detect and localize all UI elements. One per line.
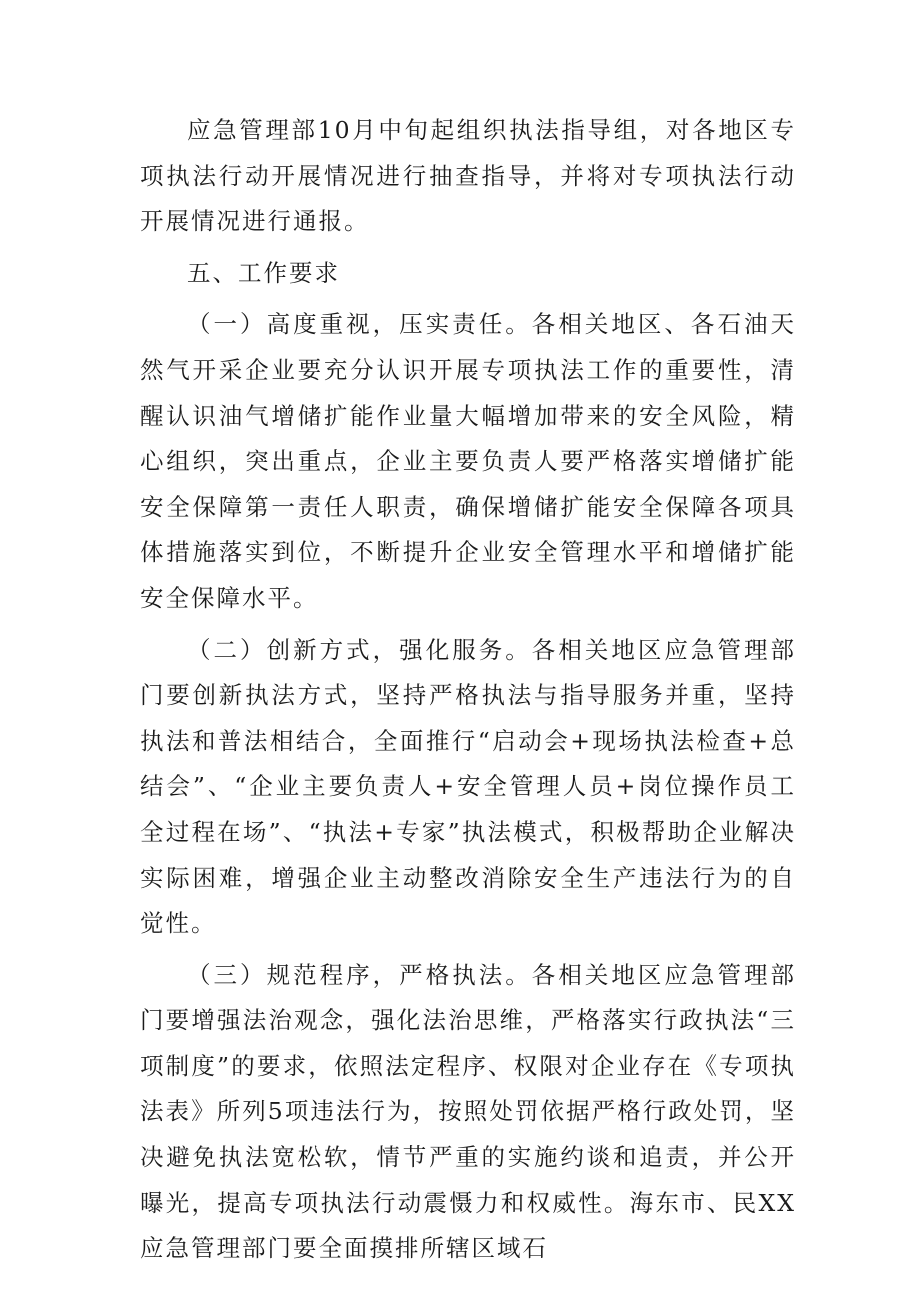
paragraph-requirement-3: （三）规范程序，严格执法。各相关地区应急管理部门要增强法治观念，强化法治思维，严格落实行政执法“三项制度”的要求，依照法定程序、权限对企业存在《专项执法表》所列5项违法行为，按照处罚依据严格行政处罚，坚决避免执法宽松软，情节严重的实施约谈和追责，并公开曝光，提高专项执法行动震慑力和权威性。海东市、民XX应急管理部门要全面摸排所辖区域石 (140, 960, 796, 1263)
paragraph-requirement-2: （二）创新方式，强化服务。各相关地区应急管理部门要创新执法方式，坚持严格执法与指导服务并重，坚持执法和普法相结合，全面推行“启动会+现场执法检查+总结会”、“企业主要负责人+安全管理人员+岗位操作员工全过程在场”、“执法+专家”执法模式，积极帮助企业解决实际困难，增强企业主动整改消除安全生产违法行为的自觉性。 (140, 635, 796, 938)
section-heading-work-requirements: 五、工作要求 (187, 258, 340, 287)
paragraph-requirement-1: （一）高度重视，压实责任。各相关地区、各石油天然气开采企业要充分认识开展专项执法工作的重要性，清醒认识油气增储扩能作业量大幅增加带来的安全风险，精心组织，突出重点，企业主要负责人要严格落实增储扩能安全保障第一责任人职责，确保增储扩能安全保障各项具体措施落实到位，不断提升企业安全管理水平和增储扩能安全保障水平。 (140, 310, 796, 612)
paragraph-inspection-guidance: 应急管理部10月中旬起组织执法指导组，对各地区专项执法行动开展情况进行抽查指导，并将对专项执法行动开展情况进行通报。 (140, 116, 796, 236)
document-body (140, 108, 796, 1272)
